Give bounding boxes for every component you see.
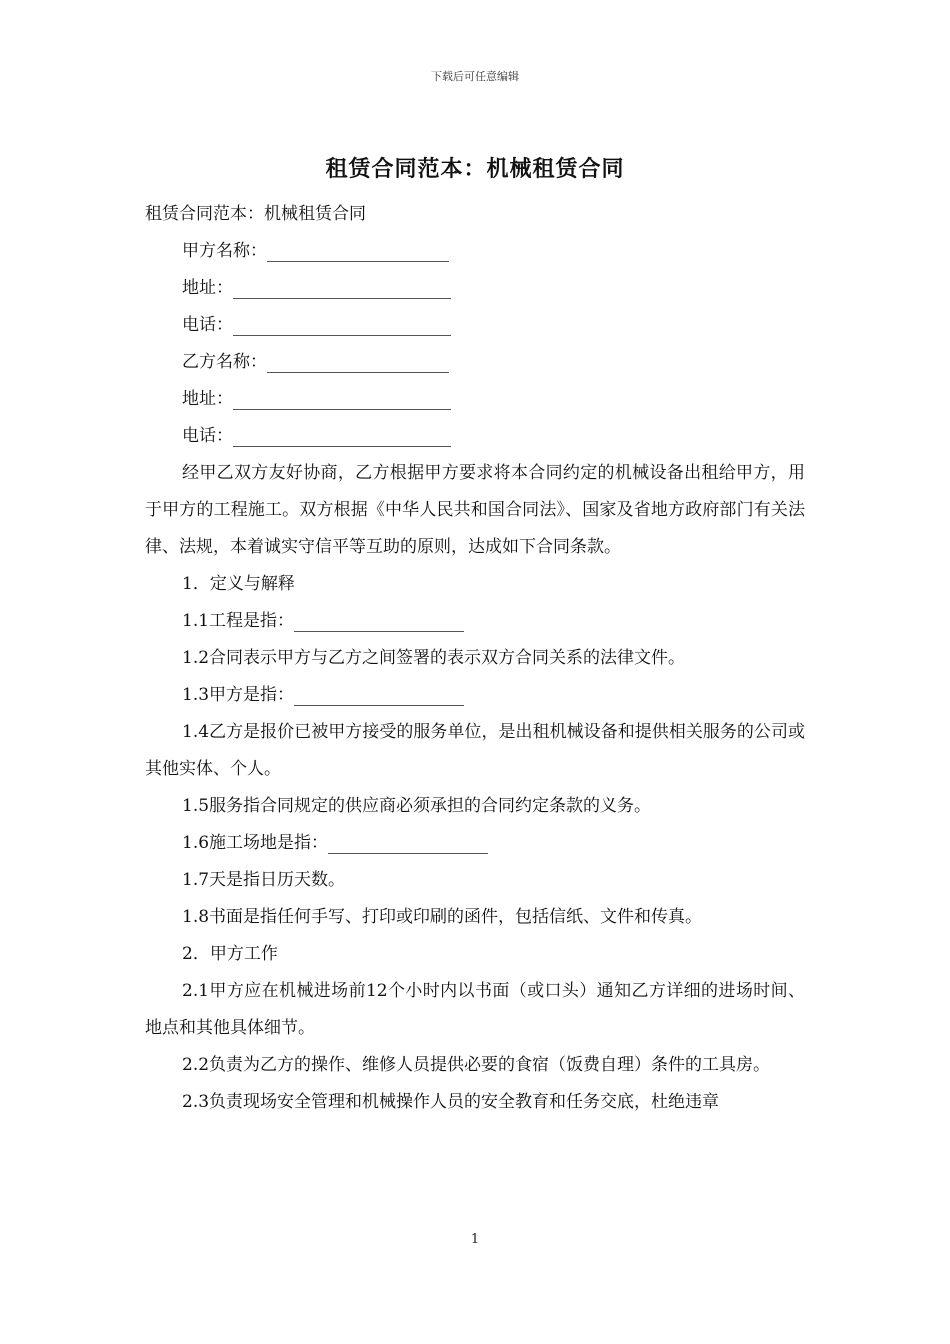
clause-1-8: 1.8书面是指任何手写、打印或印刷的函件，包括信纸、文件和传真。 bbox=[182, 907, 703, 927]
party-b-address-row bbox=[145, 381, 805, 418]
party-b-phone-blank bbox=[233, 424, 451, 447]
party-a-phone-blank bbox=[233, 313, 451, 336]
clause-1-1-text: 1.1工程是指： bbox=[182, 611, 295, 631]
party-b-phone-label: 电话： bbox=[182, 426, 233, 446]
document-subtitle: 租赁合同范本：机械租赁合同 bbox=[145, 204, 366, 224]
party-a-name-label: 甲方名称： bbox=[182, 241, 267, 261]
party-a-name-blank bbox=[267, 239, 449, 262]
page-header-note: 下载后可任意编辑 bbox=[431, 70, 519, 83]
section-1-heading: 1．定义与解释 bbox=[182, 574, 295, 594]
party-b-name-row bbox=[145, 344, 805, 381]
section-2-heading: 2．甲方工作 bbox=[182, 944, 278, 964]
party-b-name-blank bbox=[267, 350, 449, 373]
clause-2-1: 2.1甲方应在机械进场前12个小时内以书面（或口头）通知乙方详细的进场时间、地点和其他具体细节。 bbox=[145, 981, 805, 1038]
party-a-phone-row bbox=[145, 307, 805, 344]
clause-1-6-text: 1.6施工场地是指： bbox=[182, 833, 329, 853]
clause-2-3: 2.3负责现场安全管理和机械操作人员的安全教育和任务交底，杜绝违章 bbox=[182, 1092, 720, 1112]
party-b-phone-row bbox=[145, 418, 805, 455]
party-a-phone-label: 电话： bbox=[182, 315, 233, 335]
party-b-address-label: 地址： bbox=[182, 389, 233, 409]
page-number: 1 bbox=[470, 1232, 480, 1247]
clause-1-3-blank bbox=[294, 683, 464, 706]
clause-1-3 bbox=[145, 677, 805, 714]
clause-1-5: 1.5服务指合同规定的供应商必须承担的合同约定条款的义务。 bbox=[182, 796, 652, 816]
clause-1-4: 1.4乙方是报价已被甲方接受的服务单位，是出租机械设备和提供相关服务的公司或其他实体、个人。 bbox=[145, 722, 805, 779]
clause-1-7: 1.7天是指日历天数。 bbox=[182, 870, 346, 890]
clause-1-2: 1.2合同表示甲方与乙方之间签署的表示双方合同关系的法律文件。 bbox=[182, 648, 686, 668]
party-b-name-label: 乙方名称： bbox=[182, 352, 267, 372]
clause-1-1 bbox=[145, 603, 805, 640]
clause-1-6-blank bbox=[328, 831, 488, 854]
clause-1-6 bbox=[145, 825, 805, 862]
clause-2-2: 2.2负责为乙方的操作、维修人员提供必要的食宿（饭费自理）条件的工具房。 bbox=[182, 1055, 771, 1075]
clause-1-3-text: 1.3甲方是指： bbox=[182, 685, 295, 705]
clause-1-1-blank bbox=[294, 609, 464, 632]
party-a-address-blank bbox=[233, 276, 451, 299]
party-a-name-row bbox=[145, 233, 805, 270]
party-a-address-row bbox=[145, 270, 805, 307]
intro-paragraph: 经甲乙双方友好协商，乙方根据甲方要求将本合同约定的机械设备出租给甲方，用于甲方的工程施工。双方根据《中华人民共和国合同法》、国家及省地方政府部门有关法律、法规，本着诚实守信平等互助的原则，达成如下合同条款。 bbox=[145, 463, 805, 557]
party-a-address-label: 地址： bbox=[182, 278, 233, 298]
party-b-address-blank bbox=[233, 387, 451, 410]
document-title: 租赁合同范本：机械租赁合同 bbox=[325, 157, 625, 182]
document-body bbox=[145, 196, 805, 1121]
